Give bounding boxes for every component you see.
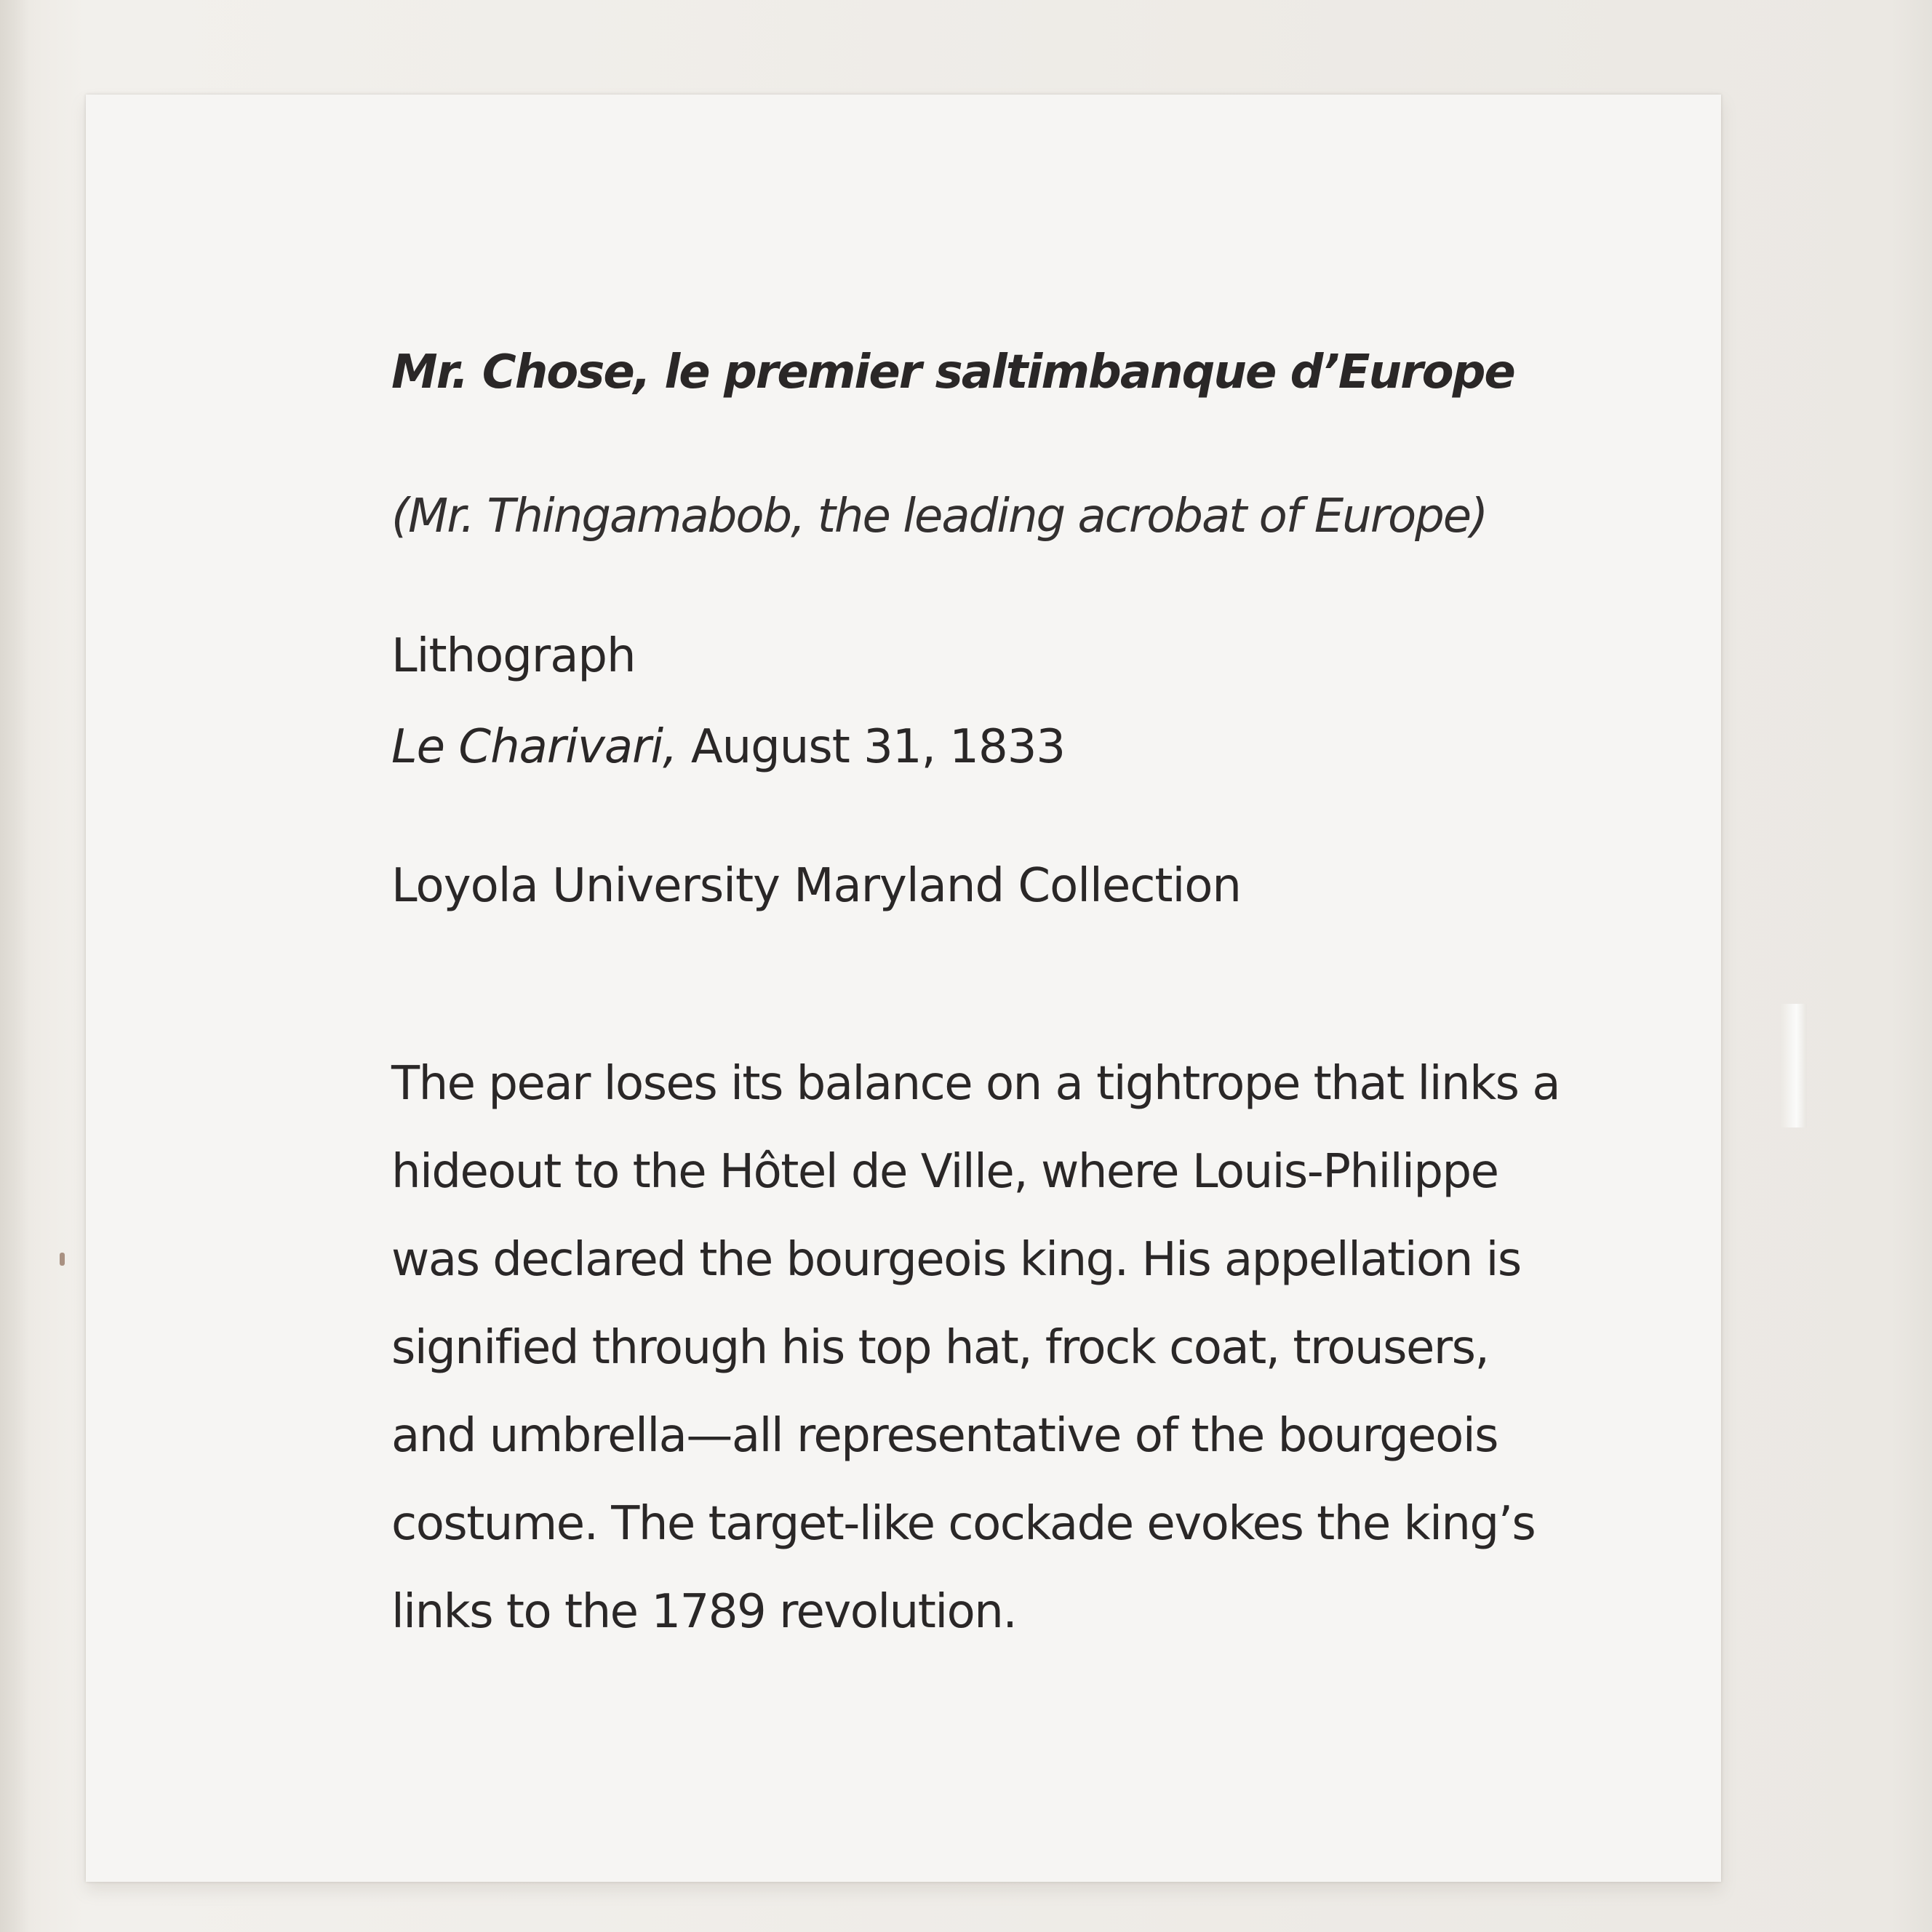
artwork-title: Mr. Chose, le premier saltimbanque d’Europe — [391, 346, 1514, 399]
description-line: and umbrella—all representative of the bourgeois — [391, 1409, 1498, 1463]
description-line: The pear loses its balance on a tightrope that links a — [391, 1057, 1560, 1111]
museum-label-card — [86, 95, 1721, 1882]
description-line: hideout to the Hôtel de Ville, where Louis-Philippe — [391, 1145, 1498, 1199]
publication-line — [391, 720, 1066, 774]
publication-name: Le Charivari, — [391, 720, 677, 774]
title-translation: (Mr. Thingamabob, the leading acrobat of Europe) — [391, 490, 1488, 543]
description-paragraph — [391, 1040, 1584, 1656]
description-line: signified through his top hat, frock coat, trousers, — [391, 1321, 1489, 1375]
description-line: links to the 1789 revolution. — [391, 1585, 1017, 1639]
wall-mark — [60, 1253, 65, 1266]
collection-credit: Loyola University Maryland Collection — [391, 859, 1241, 913]
card-edge-fold — [1781, 1004, 1807, 1127]
description-line: was declared the bourgeois king. His appellation is — [391, 1233, 1521, 1287]
description-line: costume. The target-like cockade evokes the king’s — [391, 1497, 1536, 1551]
artwork-medium: Lithograph — [391, 629, 636, 683]
publication-date: August 31, 1833 — [690, 720, 1066, 774]
frame-edge-shadow — [0, 0, 29, 1932]
